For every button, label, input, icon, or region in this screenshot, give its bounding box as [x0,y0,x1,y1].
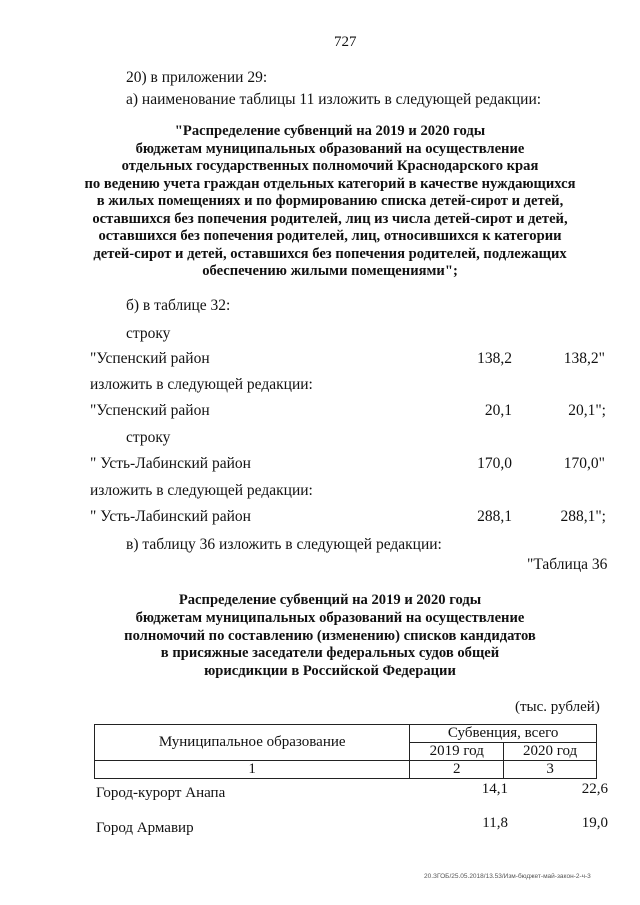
word-row: строку [126,325,171,342]
table-11-title [60,123,600,281]
table-36-title [60,592,600,681]
row-value-2020: 138,2" [563,350,605,367]
row-value-2020: 20,1"; [568,402,606,419]
title1-line: бюджетам муниципальных образований на осуществление [135,140,525,157]
title1-line: оставшихся без попечения родителей, лиц из числа детей-сирот и детей, [92,210,568,227]
title2-line: юрисдикции в Российской Федерации [204,663,456,680]
title2-line: бюджетам муниципальных образований на осуществление [135,609,525,626]
page-number: 727 [334,34,357,50]
title1-line: детей-сирот и детей, оставшихся без попечения родителей, подлежащих [93,245,567,262]
data-row-name: Город-курорт Анапа [96,785,226,801]
word-replace: изложить в следующей редакции: [90,482,313,499]
title1-line: "Распределение субвенций на 2019 и 2020 годы [174,123,486,139]
item-v: в) таблицу 36 изложить в следующей редакции: [126,536,442,553]
title2-line: полномочий по составлению (изменению) списков кандидатов [124,627,536,644]
data-row-2020: 19,0 [581,815,608,831]
title2-line: Распределение субвенций на 2019 и 2020 годы [178,592,482,608]
title1-line: в жилых помещениях и по формированию списка детей-сирот и детей, [96,193,564,209]
units-label: (тыс. рублей) [515,699,600,715]
title1-line: по ведению учета граждан отдельных категорий в качестве нуждающихся [84,175,576,192]
row-value-2019: 138,2 [477,350,512,367]
column-number-1: 1 [95,761,410,779]
row-name: "Успенский район [90,350,210,367]
data-row-2020: 22,6 [581,781,608,797]
item-20: 20) в приложении 29: [126,69,268,86]
table-36-label: "Таблица 36 [527,556,608,573]
column-number-3: 3 [504,761,597,779]
row-value-2019: 20,1 [484,402,512,419]
row-value-2020: 288,1"; [560,508,606,525]
row-name: "Успенский район [90,402,210,419]
header-municipality: Муниципальное образование [95,725,410,761]
header-2020: 2020 год [504,743,597,761]
row-name: " Усть-Лабинский район [90,508,251,525]
row-name: " Усть-Лабинский район [90,455,251,472]
word-replace: изложить в следующей редакции: [90,376,313,393]
title1-line: отдельных государственных полномочий Краснодарского края [121,158,539,174]
header-subvention: Субвенция, всего [410,725,597,743]
title1-line: оставшихся без попечения родителей, лиц, относившихся к категории [98,228,562,244]
word-row: строку [126,429,171,446]
item-a: а) наименование таблицы 11 изложить в следующей редакции: [126,91,542,108]
header-2019: 2019 год [410,743,504,761]
title2-line: в присяжные заседатели федеральных судов общей [160,645,500,662]
item-b: б) в таблице 32: [126,297,231,314]
data-row-2019: 14,1 [481,781,508,797]
row-value-2019: 170,0 [477,455,512,472]
data-row-2019: 11,8 [482,815,508,831]
title1-line: обеспечению жилыми помещениями"; [202,263,458,279]
row-value-2019: 288,1 [477,508,512,525]
subvention-table [94,724,597,779]
column-number-2: 2 [410,761,504,779]
row-value-2020: 170,0" [563,455,605,472]
data-row-name: Город Армавир [96,820,194,836]
footer-code: 20.ЗГОБ/25.05.2018/13.53/Изм-бюджет-май-закон-2-ч-3 [424,873,591,880]
